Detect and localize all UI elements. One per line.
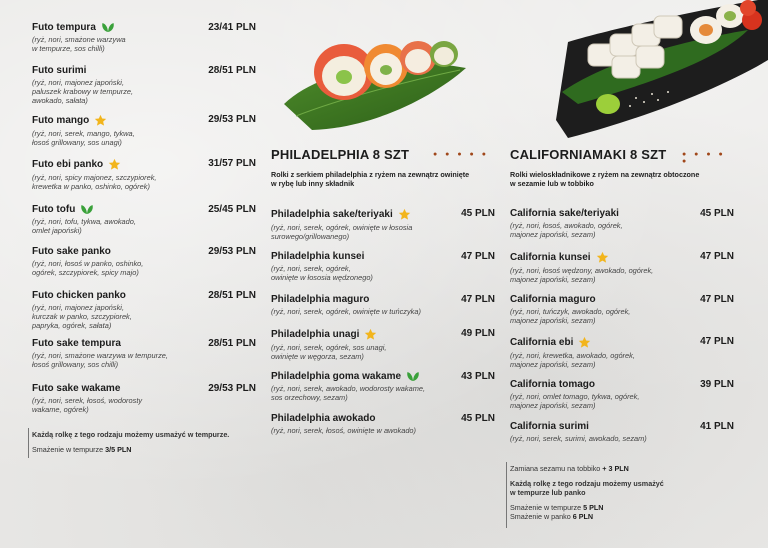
item-description: [32, 35, 256, 53]
item-description-line: awokado, sałata): [32, 96, 88, 105]
item-description-line: majonez japoński, sezam): [510, 360, 596, 369]
item-description: [510, 266, 734, 284]
menu-item: [32, 158, 256, 191]
item-description: [32, 396, 256, 414]
item-description: [271, 307, 495, 316]
futo-note-line2-price: 3/5 PLN: [105, 445, 132, 454]
menu-item: [271, 371, 495, 402]
sesame-swap-note: [510, 464, 740, 473]
item-description-line: (ryż, nori, serek, ogórek,: [271, 264, 351, 273]
item-description-line: ogórek, szczypiorek, spicy majo): [32, 268, 139, 277]
item-name-text: Futo surimi: [32, 65, 87, 76]
item-description-line: (ryż, nori, krewetka, awokado, ogórek,: [510, 351, 635, 360]
menu-item: [510, 251, 734, 284]
item-description-line: (ryż, nori, serek, łosoś, wodorosty: [32, 396, 143, 405]
philadelphia-subtitle-line2: w rybę lub inny składnik: [271, 179, 355, 188]
item-description-line: w tempurze, sos chilli): [32, 44, 105, 53]
item-price: 47 PLN: [461, 251, 495, 262]
item-description: [510, 434, 734, 443]
futo-note: [32, 430, 272, 454]
california-notes: [510, 464, 740, 521]
california-fry-line1: Każdą rolkę z tego rodzaju możemy usmażyć: [510, 479, 664, 488]
menu-item: [32, 65, 256, 105]
item-description: [32, 351, 256, 369]
philadelphia-subtitle: [271, 170, 501, 188]
item-name-text: California maguro: [510, 294, 596, 305]
item-price: 29/53 PLN: [208, 114, 256, 125]
item-description-line: sos orzechowy, sezam): [271, 393, 348, 402]
item-description-line: (ryż, nori, łosoś, awokado, ogórek,: [510, 221, 623, 230]
menu-item: [271, 413, 495, 435]
item-description-line: (ryż, nori, serek, mango, tykwa,: [32, 129, 135, 138]
futo-note-line1: Każdą rolkę z tego rodzaju możemy usmażyć w tempurze.: [32, 430, 230, 439]
menu-item: [32, 290, 256, 330]
item-description-line: kurczak w panko, szczypiorek,: [32, 312, 132, 321]
item-description: [510, 392, 734, 410]
item-price: 25/45 PLN: [208, 204, 256, 215]
menu-item: [32, 246, 256, 277]
menu-item: [510, 208, 734, 239]
item-price: 41 PLN: [700, 421, 734, 432]
item-description: [32, 78, 256, 105]
item-description: [271, 264, 495, 282]
item-description-line: (ryż, nori, omlet tomago, tykwa, ogórek,: [510, 392, 640, 401]
star-icon: [596, 251, 609, 264]
menu-item: [271, 251, 495, 282]
menu-item: [32, 338, 256, 369]
item-description-line: omlet japoński): [32, 226, 82, 235]
item-description: [271, 384, 495, 402]
item-description: [32, 129, 256, 147]
item-description-line: (ryż, nori, serek, awokado, wodorosty wakame,: [271, 384, 426, 393]
item-description-line: surowego/grillowanego): [271, 232, 350, 241]
item-description: [510, 221, 734, 239]
item-name-text: Futo sake tempura: [32, 338, 121, 349]
item-description: [510, 351, 734, 369]
california-note-divider: [506, 462, 507, 528]
star-icon: [94, 114, 107, 127]
item-price: 28/51 PLN: [208, 290, 256, 301]
item-description-line: majonez japoński, sezam): [510, 316, 596, 325]
item-description-line: papryka, ogórek, sałata): [32, 321, 112, 330]
menu-item: [510, 294, 734, 325]
item-name-text: Futo chicken panko: [32, 290, 126, 301]
philadelphia-deco: ● ● ● ● ●: [433, 151, 489, 158]
item-description: [32, 217, 256, 235]
menu-item: [510, 421, 734, 443]
item-description: [32, 173, 256, 191]
item-name-text: Philadelphia goma wakame: [271, 371, 402, 382]
item-name-text: Philadelphia unagi: [271, 329, 360, 340]
item-description-line: (ryż, nori, spicy majonez, szczypiorek,: [32, 173, 157, 182]
item-price: 47 PLN: [700, 294, 734, 305]
item-description-line: (ryż, nori, serek, łosoś, owinięte w awokado): [271, 426, 416, 435]
item-description-line: (ryż, nori, majonez japoński,: [32, 78, 125, 87]
tempura-fry-price: 5 PLN: [583, 503, 604, 512]
star-icon: [578, 336, 591, 349]
menu-item: [32, 204, 256, 235]
philadelphia-title: PHILADELPHIA 8 SZT: [271, 147, 410, 162]
item-price: 28/51 PLN: [208, 65, 256, 76]
item-name-text: California tomago: [510, 379, 596, 390]
item-description-line: (ryż, nori, smażone warzywa w tempurze,: [32, 351, 168, 360]
item-name-text: Philadelphia kunsei: [271, 251, 365, 262]
sesame-swap-price: + 3 PLN: [602, 464, 629, 473]
item-description: [32, 259, 256, 277]
menu-item: [32, 114, 256, 147]
item-description: [510, 307, 734, 325]
philadelphia-rolls-image: [282, 28, 468, 136]
item-price: 28/51 PLN: [208, 338, 256, 349]
futo-note-line2-text: Smażenie w tempurze: [32, 445, 106, 454]
item-name-text: Futo tofu: [32, 204, 76, 215]
item-price: 31/57 PLN: [208, 158, 256, 169]
item-name-text: Futo ebi panko: [32, 159, 104, 170]
item-price: 45 PLN: [700, 208, 734, 219]
panko-fry-note: [510, 512, 740, 521]
star-icon: [398, 208, 411, 221]
item-description-line: wakame, ogórek): [32, 405, 89, 414]
item-price: 29/53 PLN: [208, 383, 256, 394]
item-price: 45 PLN: [461, 413, 495, 424]
panko-fry-text: Smażenie w panko: [510, 512, 573, 521]
item-price: 23/41 PLN: [208, 22, 256, 33]
california-fry-line2: w tempurze lub panko: [510, 488, 586, 497]
tempura-fry-text: Smażenie w tempurze: [510, 503, 584, 512]
item-price: 47 PLN: [461, 294, 495, 305]
item-name-text: Philadelphia sake/teriyaki: [271, 209, 393, 220]
item-name-text: California surimi: [510, 421, 589, 432]
futo-note-line2: [32, 445, 272, 454]
item-name-text: Futo sake panko: [32, 246, 111, 257]
vegetarian-leaf-icon: [80, 204, 94, 215]
item-name-text: Philadelphia maguro: [271, 294, 370, 305]
menu-item: [32, 383, 256, 414]
futo-note-divider: [28, 428, 29, 458]
item-description-line: majonez japoński, sezam): [510, 230, 596, 239]
item-description-line: (ryż, nori, tuńczyk, awokado, ogórek,: [510, 307, 631, 316]
menu-item: [271, 294, 495, 316]
menu-item: [271, 208, 495, 241]
item-name-text: California kunsei: [510, 252, 591, 263]
item-price: 43 PLN: [461, 371, 495, 382]
menu-item: [271, 328, 495, 361]
item-description-line: krewetka w panko, oshinko, ogórek): [32, 182, 150, 191]
item-description-line: majonez japoński, sezam): [510, 275, 596, 284]
item-name-text: Philadelphia awokado: [271, 413, 376, 424]
item-description-line: (ryż, nori, majonez japoński,: [32, 303, 125, 312]
item-name-text: Futo mango: [32, 115, 90, 126]
item-description: [32, 303, 256, 330]
item-price: 29/53 PLN: [208, 246, 256, 257]
item-description-line: (ryż, nori, serek, ogórek, owinięte w łososia: [271, 223, 413, 232]
sesame-swap-text: Zamiana sezamu na tobbiko: [510, 464, 603, 473]
item-name-text: California ebi: [510, 337, 574, 348]
item-description-line: owinięte w węgorza, sezam): [271, 352, 364, 361]
item-name-text: California sake/teriyaki: [510, 208, 619, 219]
california-subtitle: [510, 170, 740, 188]
menu-item: [32, 22, 256, 53]
california-deco: ● ● ● ● ●: [682, 151, 726, 165]
item-description-line: (ryż, nori, łosoś wędzony, awokado, ogórek,: [510, 266, 654, 275]
tempura-fry-note: [510, 503, 740, 512]
california-subtitle-line2: w sezamie lub w tobbiko: [510, 179, 594, 188]
california-title: CALIFORNIAMAKI 8 SZT: [510, 147, 667, 162]
item-description-line: (ryż, nori, serek, ogórek, sos unagi,: [271, 343, 387, 352]
item-price: 49 PLN: [461, 328, 495, 339]
item-description-line: łosoś grillowany, sos chilli): [32, 360, 119, 369]
item-description-line: (ryż, nori, serek, surimi, awokado, sezam): [510, 434, 647, 443]
item-price: 47 PLN: [700, 251, 734, 262]
item-description: [271, 223, 495, 241]
item-description-line: paluszek krabowy w tempurze,: [32, 87, 134, 96]
item-price: 47 PLN: [700, 336, 734, 347]
item-description-line: (ryż, nori, tofu, tykwa, awokado,: [32, 217, 136, 226]
star-icon: [108, 158, 121, 171]
item-name-text: Futo tempura: [32, 22, 96, 33]
item-description-line: łosoś grillowany, sos unagi): [32, 138, 122, 147]
item-description: [271, 343, 495, 361]
item-description-line: majonez japoński, sezam): [510, 401, 596, 410]
california-subtitle-line1: Rolki wieloskładnikowe z ryżem na zewnątrz obtoczone: [510, 170, 700, 179]
vegetarian-leaf-icon: [101, 22, 115, 33]
panko-fry-price: 6 PLN: [572, 512, 594, 521]
california-rolls-image: [548, 0, 768, 138]
star-icon: [364, 328, 377, 341]
philadelphia-subtitle-line1: Rolki z serkiem philadelphia z ryżem na zewnątrz owinięte: [271, 170, 470, 179]
item-description-line: (ryż, nori, łosoś w panko, oshinko,: [32, 259, 144, 268]
vegetarian-leaf-icon: [406, 371, 420, 382]
item-description-line: (ryż, nori, smażone warzywa: [32, 35, 126, 44]
item-name-text: Futo sake wakame: [32, 383, 121, 394]
menu-item: [510, 379, 734, 410]
item-description-line: (ryż, nori, serek, ogórek, owinięte w tuńczyka): [271, 307, 421, 316]
item-description: [271, 426, 495, 435]
item-price: 45 PLN: [461, 208, 495, 219]
item-description-line: owinięte w łososia wędzonego): [271, 273, 373, 282]
menu-item: [510, 336, 734, 369]
item-price: 39 PLN: [700, 379, 734, 390]
